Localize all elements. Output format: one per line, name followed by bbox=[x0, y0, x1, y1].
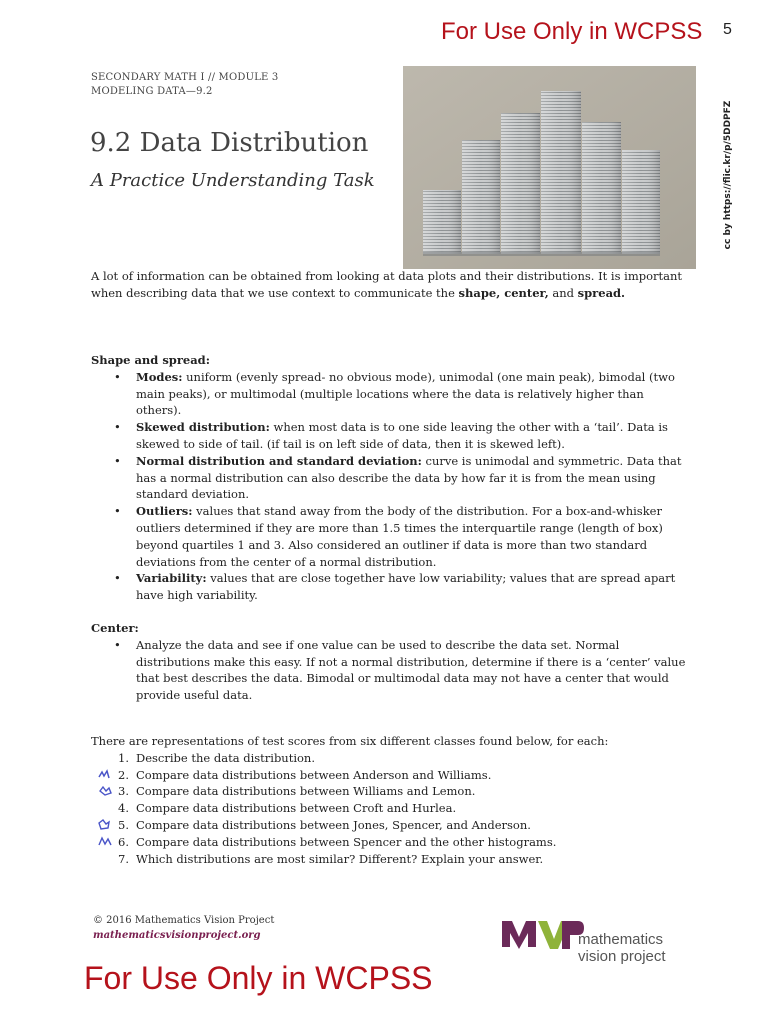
task-text: Compare data distributions between Anderson and Williams. bbox=[136, 767, 492, 782]
staples-histogram-photo bbox=[403, 66, 696, 269]
term: Variability: bbox=[136, 571, 207, 586]
task-text: Describe the data distribution. bbox=[136, 750, 315, 765]
list-item bbox=[91, 851, 691, 868]
tasks-intro: There are representations of test scores from six different classes found below, for each: bbox=[91, 734, 609, 748]
task-text: Compare data distributions between Williams and Lemon. bbox=[136, 784, 476, 799]
list-item bbox=[91, 419, 691, 453]
task-number: 6. bbox=[118, 834, 129, 849]
photo-credit bbox=[708, 100, 748, 250]
logo-line-2: vision project bbox=[578, 948, 666, 965]
watermark-top: For Use Only in WCPSS bbox=[441, 18, 703, 45]
task-text: Compare data distributions between Jones, Spencer, and Anderson. bbox=[136, 817, 531, 832]
task-text: Which distributions are most similar? Different? Explain your answer. bbox=[136, 851, 544, 866]
task-number: 5. bbox=[118, 817, 129, 832]
tasks-list bbox=[91, 750, 691, 868]
term: Normal distribution and standard deviation: bbox=[136, 453, 422, 468]
logo-line-1: mathematics bbox=[578, 931, 664, 948]
list-item bbox=[91, 817, 691, 834]
shape-spread-section bbox=[91, 352, 691, 604]
shape-spread-heading: Shape and spread: bbox=[91, 353, 210, 367]
list-item bbox=[91, 570, 691, 604]
list-item bbox=[91, 453, 691, 503]
task-text: Compare data distributions between Croft and Hurlea. bbox=[136, 801, 457, 816]
term: Modes: bbox=[136, 369, 183, 384]
page-number: 5 bbox=[723, 21, 732, 38]
photo-credit-text: cc by https://flic.kr/p/5DDPFZ bbox=[723, 100, 733, 250]
intro-paragraph bbox=[91, 268, 691, 302]
list-item bbox=[91, 834, 691, 851]
definition: curve is unimodal and symmetric. Data that has a normal distribution can also describe the data by how far it is from the mean using standard deviation. bbox=[136, 453, 682, 502]
task-number: 2. bbox=[118, 767, 129, 782]
shape-spread-list bbox=[91, 369, 691, 604]
staples-photo-illustration bbox=[403, 66, 696, 269]
definition: when most data is to one side leaving the other with a ‘tail’. Data is skewed to side of tail. (if tail is on left side of data, then it is skewed left). bbox=[136, 420, 668, 451]
copyright-block bbox=[93, 913, 274, 943]
intro-bold-last: spread. bbox=[577, 285, 626, 300]
list-item bbox=[91, 767, 691, 784]
list-item bbox=[91, 637, 691, 704]
list-item bbox=[91, 369, 691, 419]
center-text: Analyze the data and see if one value can be used to describe the data set. Normal distributions make this easy. If not a normal distribution, determine if there is a ‘center’ value that best describes the data. Bimodal or multimodal data may not have a center that would provide useful data. bbox=[136, 637, 686, 703]
list-item bbox=[91, 750, 691, 767]
task-number: 4. bbox=[118, 801, 129, 816]
definition: values that stand away from the body of the distribution. For a box-and-whisker outliers determined if they are more than 1.5 times the interquartile range (length of box) beyond quartiles 1 and 3. Also considered an outliner if data is more than two standard deviations from the center of a normal distribution. bbox=[136, 504, 663, 569]
list-item bbox=[91, 783, 691, 800]
tasks-section bbox=[91, 733, 691, 867]
intro-text: A lot of information can be obtained from looking at data plots and their distributions. It is important when describing data that we use context to communicate the bbox=[91, 269, 683, 300]
term: Skewed distribution: bbox=[136, 420, 270, 435]
definition: values that are close together have low variability; values that are spread apart have high variability. bbox=[136, 571, 676, 603]
task-number: 3. bbox=[118, 784, 129, 799]
intro-bold-terms: shape, center, bbox=[458, 285, 549, 300]
module-line-2: MODELING DATA—9.2 bbox=[91, 86, 213, 97]
task-number: 1. bbox=[118, 750, 129, 765]
task-text: Compare data distributions between Spencer and the other histograms. bbox=[136, 834, 557, 849]
module-label bbox=[91, 71, 279, 99]
module-line-1: SECONDARY MATH I // MODULE 3 bbox=[91, 72, 279, 83]
page-subtitle: A Practice Understanding Task bbox=[91, 170, 375, 191]
center-section bbox=[91, 620, 691, 704]
definition: uniform (evenly spread- no obvious mode), unimodal (one main peak), bimodal (two main peaks), or multimodal (multiple locations where the data is relatively higher than others). bbox=[136, 369, 675, 418]
website-link[interactable]: mathematicsvisionproject.org bbox=[93, 930, 261, 941]
page-title: 9.2 Data Distribution bbox=[90, 128, 369, 158]
term: Outliers: bbox=[136, 504, 193, 519]
list-item bbox=[91, 800, 691, 817]
task-number: 7. bbox=[118, 851, 129, 866]
copyright-text: © 2016 Mathematics Vision Project bbox=[93, 915, 275, 926]
watermark-bottom: For Use Only in WCPSS bbox=[84, 960, 433, 996]
intro-and: and bbox=[548, 285, 578, 300]
list-item bbox=[91, 503, 691, 570]
logo-wordmark bbox=[578, 931, 666, 965]
center-heading: Center: bbox=[91, 621, 139, 635]
center-list bbox=[91, 637, 691, 704]
